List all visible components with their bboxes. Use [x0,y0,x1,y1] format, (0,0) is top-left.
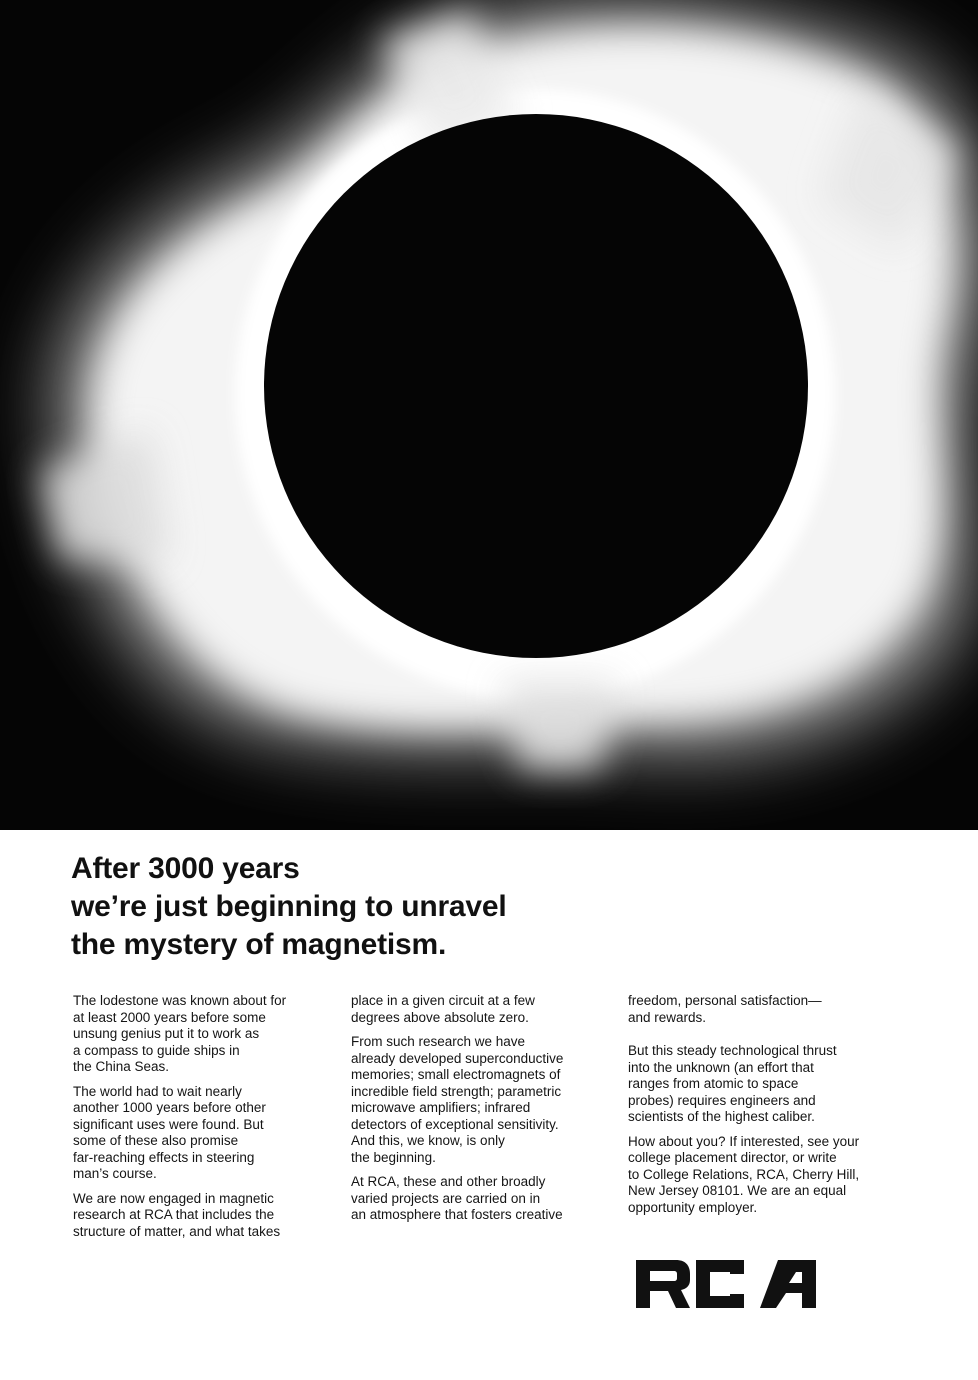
headline-line-3: the mystery of magnetism. [71,928,447,961]
paragraph: freedom, personal satisfaction— and rewards. [628,993,822,1025]
paragraph: But this steady technological thrust into the unknown (an effort that ranges from atomic to space probes) requires engineers and scientists of the highest caliber. [628,1043,837,1124]
body-column-1 [73,993,335,1248]
paragraph: place in a given circuit at a few degrees above absolute zero. [351,993,535,1025]
paragraph: How about you? If interested, see your college placement director, or write to College Relations, RCA, Cherry Hill, New Jersey 08101. We are an equal opportunity employer. [628,1133,860,1215]
headline-line-2: we’re just beginning to unravel [71,890,507,923]
headline-line-1: After 3000 years [71,852,300,885]
headline [71,850,507,964]
paragraph: The lodestone was known about for at least 2000 years before some unsung genius put it to work as a compass to guide ships in the China Seas. [73,993,287,1074]
body-column-2 [351,993,613,1232]
paragraph: At RCA, these and other broadly varied projects are carried on in an atmosphere that fosters creative [351,1174,563,1222]
rca-logo-icon [636,1258,816,1310]
paragraph: We are now engaged in magnetic research at RCA that includes the structure of matter, and what takes [73,1190,281,1239]
body-column-3 [628,993,918,1224]
paragraph: From such research we have already developed superconductive memories; small electromagnets of incredible field strength; parametric microwave amplifiers; infrared detectors of exceptional sensitivity. And this, we know, is only the beginning. [351,1034,564,1165]
rca-logo [636,1258,816,1310]
paragraph: The world had to wait nearly another 1000 years before other significant uses were found. But some of these also promise far-reaching effects in steering man’s course. [73,1083,266,1181]
